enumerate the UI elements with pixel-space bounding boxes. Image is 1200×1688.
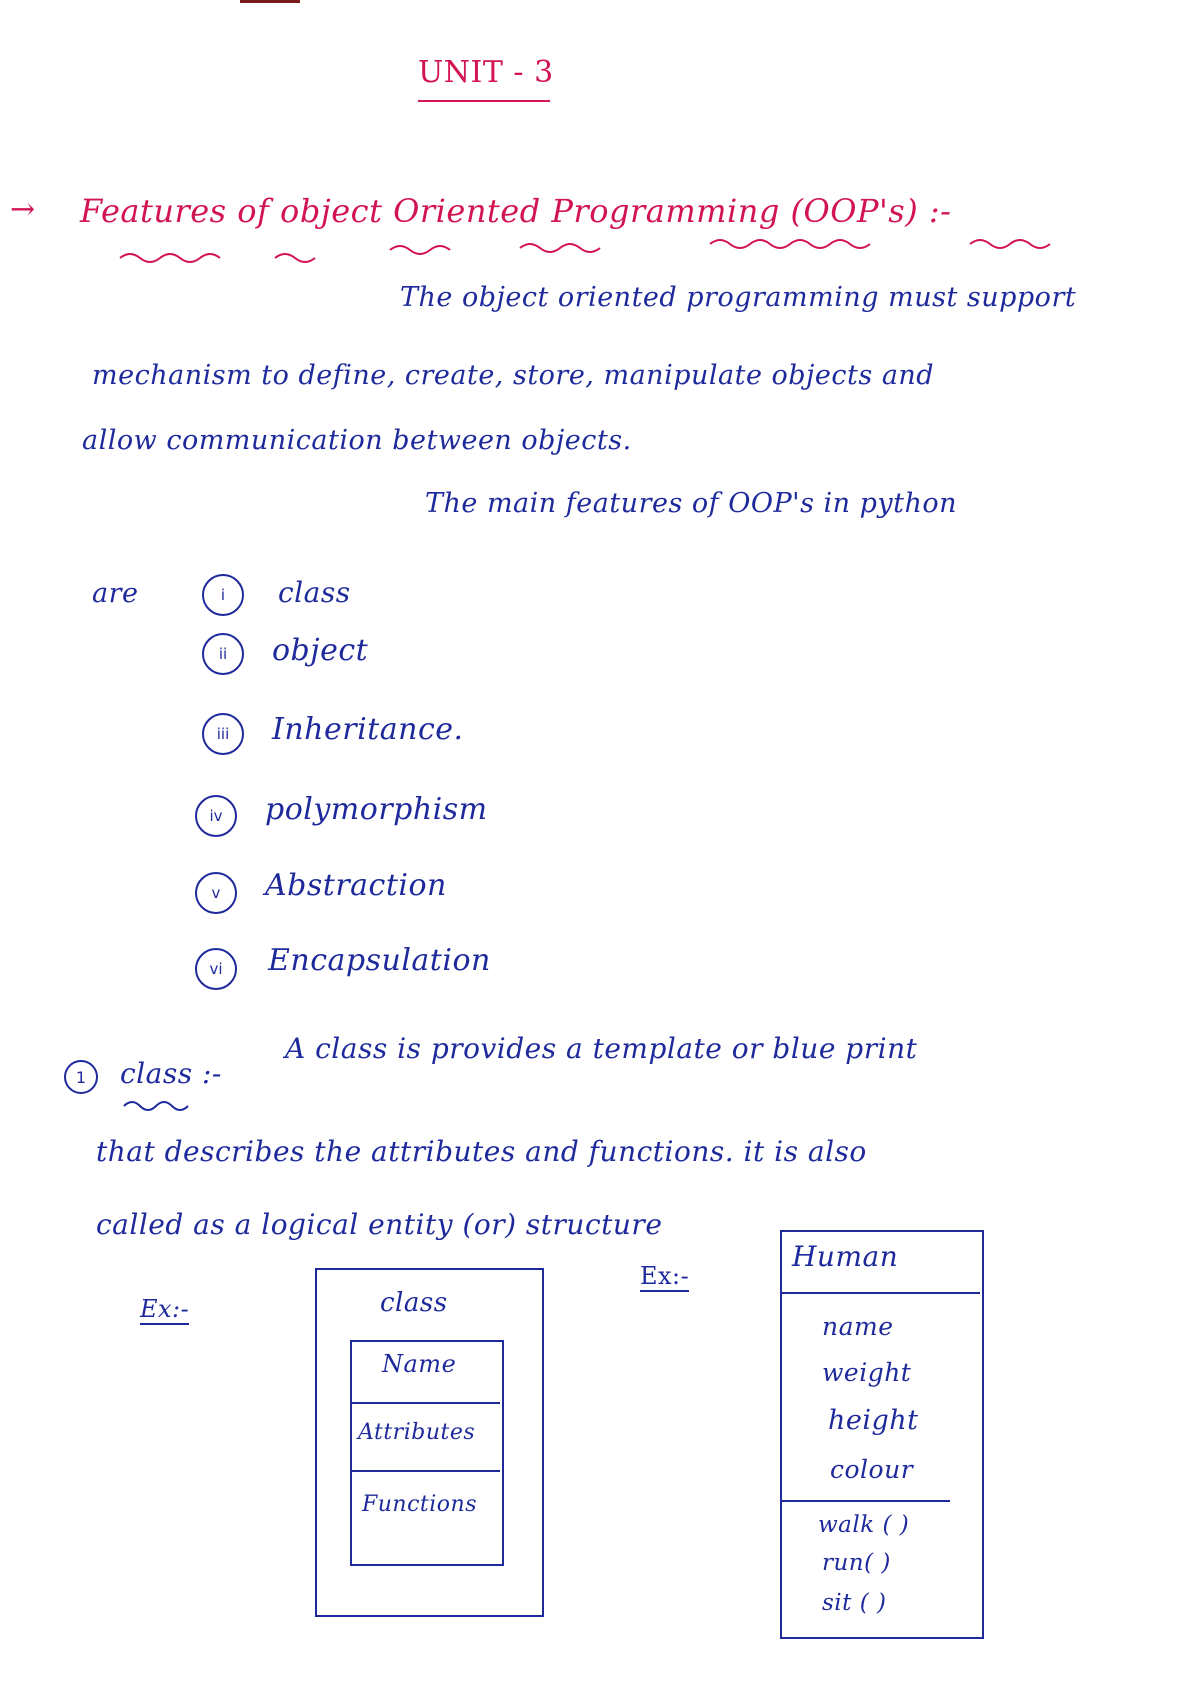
human-divider-1 bbox=[782, 1292, 980, 1294]
feature-number-2: ii bbox=[202, 633, 244, 675]
feature-item-1: class bbox=[278, 576, 351, 609]
class-def-line-1: A class is provides a template or blue print bbox=[285, 1032, 918, 1065]
human-method-3: sit ( ) bbox=[822, 1590, 887, 1616]
human-attribute-4: colour bbox=[830, 1455, 914, 1484]
feature-number-3: iii bbox=[202, 713, 244, 755]
example-2-label: Ex:- bbox=[640, 1262, 690, 1290]
feature-item-2: object bbox=[272, 633, 369, 668]
intro-line-4: The main features of OOP's in python bbox=[425, 488, 958, 519]
human-attribute-1: name bbox=[822, 1312, 894, 1341]
arrow-marker: → bbox=[10, 192, 36, 227]
intro-line-1: The object oriented programming must support bbox=[400, 282, 1077, 313]
feature-item-5: Abstraction bbox=[265, 868, 447, 903]
class-def-line-3: called as a logical entity (or) structure bbox=[96, 1208, 663, 1241]
inner-divider-1 bbox=[352, 1402, 500, 1404]
intro-line-5: are bbox=[92, 578, 139, 609]
definition-number: 1 bbox=[64, 1060, 98, 1094]
feature-item-4: polymorphism bbox=[265, 792, 488, 827]
class-def-line-2: that describes the attributes and functions. it is also bbox=[96, 1135, 867, 1168]
feature-item-3: Inheritance. bbox=[272, 712, 464, 747]
feature-number-1: i bbox=[202, 574, 244, 616]
class-diagram-row-1: Name bbox=[382, 1350, 457, 1378]
class-diagram-title: class bbox=[380, 1288, 448, 1318]
section-title: Features of object Oriented Programming (OOP's) :- bbox=[80, 192, 952, 230]
human-divider-2 bbox=[782, 1500, 950, 1502]
feature-number-4: iv bbox=[195, 795, 237, 837]
human-method-2: run( ) bbox=[822, 1550, 891, 1576]
example-1-label: Ex:- bbox=[140, 1295, 190, 1323]
human-attribute-3: height bbox=[828, 1405, 919, 1436]
page-edge-mark bbox=[240, 0, 300, 3]
human-attribute-2: weight bbox=[822, 1358, 912, 1387]
unit-heading: UNIT - 3 bbox=[418, 55, 554, 90]
human-method-1: walk ( ) bbox=[818, 1512, 910, 1538]
feature-number-6: vi bbox=[195, 948, 237, 990]
feature-number-5: v bbox=[195, 872, 237, 914]
class-diagram-row-2: Attributes bbox=[358, 1420, 476, 1445]
feature-item-6: Encapsulation bbox=[268, 943, 491, 978]
class-term-wavy-underline bbox=[120, 1096, 210, 1112]
heading-underline bbox=[418, 100, 550, 102]
intro-line-2: mechanism to define, create, store, manipulate objects and bbox=[92, 360, 935, 391]
class-diagram-row-3: Functions bbox=[362, 1492, 478, 1517]
section-title-wavy-underline bbox=[80, 236, 1120, 266]
human-class-title: Human bbox=[792, 1240, 899, 1273]
inner-divider-2 bbox=[352, 1470, 500, 1472]
class-term: class :- bbox=[120, 1057, 222, 1090]
intro-line-3: allow communication between objects. bbox=[82, 425, 632, 456]
